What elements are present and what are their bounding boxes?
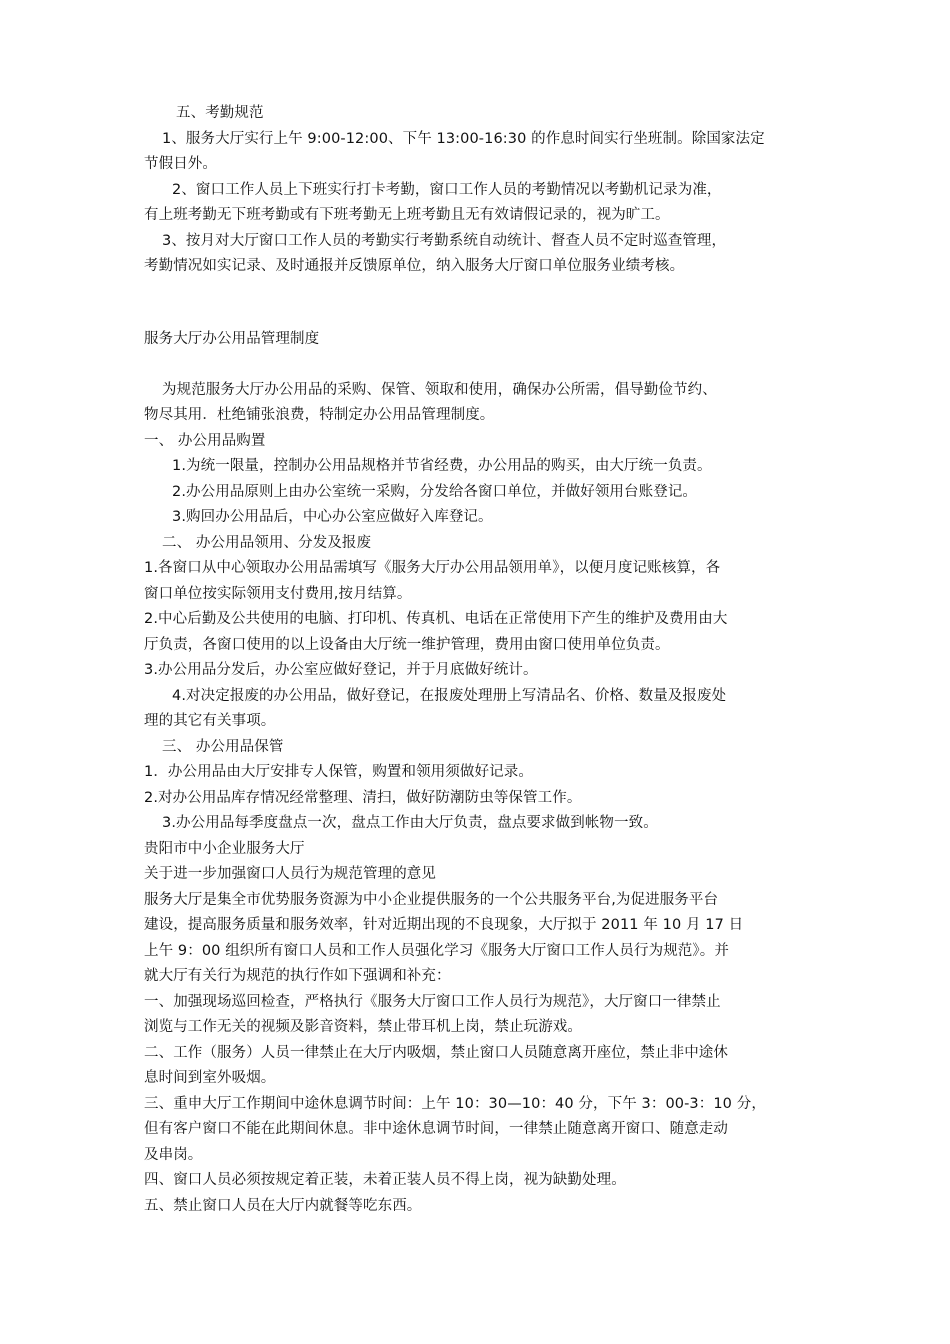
list-item: 1.为统一限量，控制办公用品规格并节省经费，办公用品的购买，由大厅统一负责。	[172, 458, 712, 474]
paragraph-line: 考勤情况如实记录、及时通报并反馈原单位，纳入服务大厅窗口单位服务业绩考核。	[144, 258, 685, 274]
paragraph-line: 3、按月对大厅窗口工作人员的考勤实行考勤系统自动统计、督查人员不定时巡查管理，	[162, 233, 727, 249]
document-title-conduct: 关于进一步加强窗口人员行为规范管理的意见	[144, 866, 436, 882]
paragraph-line: 上午 9：00 组织所有窗口人员和工作人员强化学习《服务大厅窗口工作人员行为规范》。并	[144, 943, 729, 959]
paragraph-line: 节假日外。	[144, 156, 217, 172]
rule-item-continued: 息时间到室外吸烟。	[144, 1070, 276, 1086]
list-item: 2.中心后勤及公共使用的电脑、打印机、传真机、电话在正常使用下产生的维护及费用由大	[144, 611, 728, 627]
paragraph-line: 1、服务大厅实行上午 9:00-12:00、下午 13:00-16:30 的作息时间实行坐班制。除国家法定	[162, 131, 765, 147]
list-item: 1．办公用品由大厅安排专人保管，购置和领用须做好记录。	[144, 764, 533, 780]
list-item: 3.购回办公用品后，中心办公室应做好入库登记。	[172, 509, 493, 525]
rule-item-continued: 浏览与工作无关的视频及影音资料，禁止带耳机上岗，禁止玩游戏。	[144, 1019, 582, 1035]
paragraph-line: 物尽其用．杜绝铺张浪费，特制定办公用品管理制度。	[144, 407, 495, 423]
rule-item: 五、禁止窗口人员在大厅内就餐等吃东西。	[144, 1198, 422, 1214]
rule-item: 一、加强现场巡回检查，严格执行《服务大厅窗口工作人员行为规范》，大厅窗口一律禁止	[144, 994, 721, 1010]
rule-item: 二、工作（服务）人员一律禁止在大厅内吸烟，禁止窗口人员随意离开座位，禁止非中途休	[144, 1045, 728, 1061]
paragraph-line: 服务大厅是集全市优势服务资源为中小企业提供服务的一个公共服务平台,为促进服务平台	[144, 892, 719, 908]
organization-name: 贵阳市中小企业服务大厅	[144, 841, 305, 857]
subheading-storage: 三、 办公用品保管	[162, 739, 284, 755]
list-item-continued: 窗口单位按实际领用支付费用,按月结算。	[144, 586, 412, 602]
document-title-supplies: 服务大厅办公用品管理制度	[144, 331, 320, 347]
rule-item: 四、窗口人员必须按规定着正装，未着正装人员不得上岗，视为缺勤处理。	[144, 1172, 626, 1188]
list-item: 4.对决定报废的办公用品，做好登记，在报废处理册上写清品名、价格、数量及报废处	[172, 688, 727, 704]
subheading-distribution: 二、 办公用品领用、分发及报废	[162, 535, 372, 551]
list-item-continued: 理的其它有关事项。	[144, 713, 276, 729]
list-item: 3.办公用品每季度盘点一次，盘点工作由大厅负责，盘点要求做到帐物一致。	[162, 815, 658, 831]
rule-item-continued: 但有客户窗口不能在此期间休息。非中途休息调节时间，一律禁止随意离开窗口、随意走动	[144, 1121, 728, 1137]
rule-item-continued: 及串岗。	[144, 1147, 203, 1163]
paragraph-line: 就大厅有关行为规范的执行作如下强调和补充：	[144, 968, 451, 984]
section-heading-attendance: 五、考勤规范	[176, 105, 264, 121]
rule-item: 三、重申大厅工作期间中途休息调节时间：上午 10：30—10：40 分，下午 3：00-3：10 分，	[144, 1096, 766, 1112]
list-item: 1.各窗口从中心领取办公用品需填写《服务大厅办公用品领用单》，以便月度记账核算，各	[144, 560, 721, 576]
list-item: 2.办公用品原则上由办公室统一采购，分发给各窗口单位，并做好领用台账登记。	[172, 484, 698, 500]
list-item: 2.对办公用品库存情况经常整理、清扫，做好防潮防虫等保管工作。	[144, 790, 582, 806]
paragraph-line: 为规范服务大厅办公用品的采购、保管、领取和使用，确保办公所需，倡导勤俭节约、	[162, 382, 717, 398]
list-item: 3.办公用品分发后，办公室应做好登记，并于月底做好统计。	[144, 662, 538, 678]
paragraph-line: 有上班考勤无下班考勤或有下班考勤无上班考勤且无有效请假记录的，视为旷工。	[144, 207, 670, 223]
subheading-purchase: 一、 办公用品购置	[144, 433, 266, 449]
paragraph-line: 建设，提高服务质量和服务效率，针对近期出现的不良现象，大厅拟于 2011 年 10 月 17 日	[144, 917, 744, 933]
list-item-continued: 厅负责，各窗口使用的以上设备由大厅统一维护管理，费用由窗口使用单位负责。	[144, 637, 670, 653]
paragraph-line: 2、窗口工作人员上下班实行打卡考勤，窗口工作人员的考勤情况以考勤机记录为准，	[172, 182, 722, 198]
